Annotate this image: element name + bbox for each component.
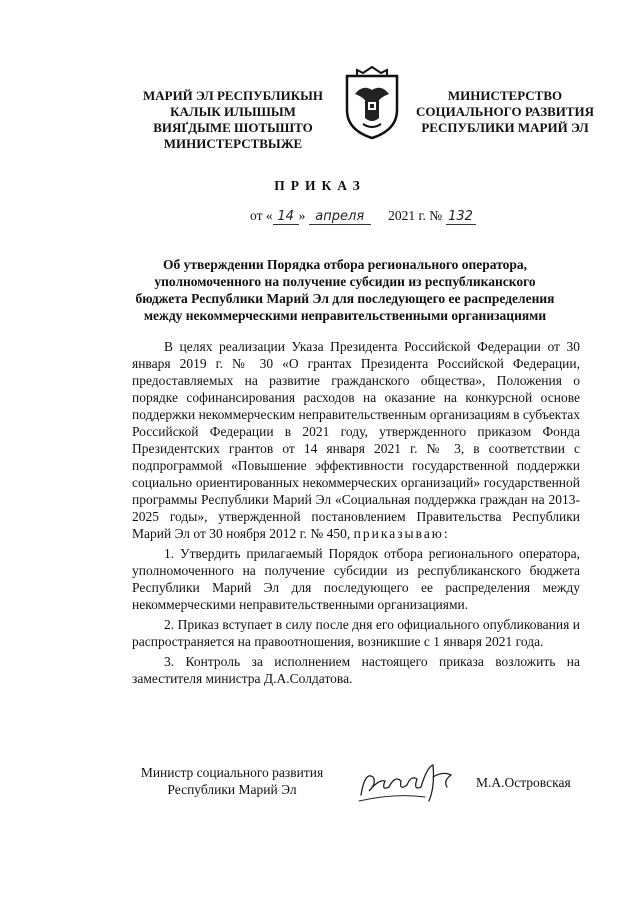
header-left-block: [118, 88, 348, 152]
date-year: 2021 г. №: [388, 208, 443, 223]
header-left-line: КАЛЫК ИЛЫШЫМ: [170, 104, 296, 119]
header-right-line: СОЦИАЛЬНОГО РАЗВИТИЯ: [415, 104, 595, 119]
header-right-line: РЕСПУБЛИКИ МАРИЙ ЭЛ: [421, 120, 589, 135]
date-prefix: от «: [250, 208, 273, 223]
header-left-line: МИНИСТЕРСТВЫЖЕ: [163, 136, 303, 151]
header-right-line: МИНИСТЕРСТВО: [447, 88, 563, 103]
signatory-name: М.А.Островская: [476, 775, 571, 790]
order-item: 1. Утвердить прилагаемый Порядок отбора регионального оператора, уполномоченного на получение субсидии из республиканского бюджета Республики Марий Эл для последующего ее распределения между некоммерческими неправительственными организациями.: [132, 546, 580, 612]
handwritten-signature-icon: [355, 757, 465, 807]
intro-text: В целях реализации Указа Президента Российской Федерации от 30 января 2019 г. № 30 «О грантах Президента Российской Федерации, предоставляемых на развитие гражданского общества», Положения о порядке софинансирования расходов на оказание на конкурсной основе поддержки некоммерческим неправительственным организациям в субъектах Российской Федерации в 2021 году, утвержденного приказом Фонда Президентских грантов от 14 января 2021 г. № 3, в соответствии с подпрограммой «Повышение эффективности государственной поддержки социально ориентированных некоммерческих организаций» государственной программы Республики Марий Эл «Социальная поддержка граждан на 2013-2025 годы», утвержденной постановлением Правительства Республики Марий Эл от 30 ноября 2012 г. № 450,: [132, 339, 580, 541]
date-month: апреля: [309, 209, 371, 225]
order-item: 2. Приказ вступает в силу после дня его официального опубликования и распространяется на правоотношения, возникшие с 1 января 2021 года.: [132, 617, 580, 649]
header-left-line: МАРИЙ ЭЛ РЕСПУБЛИКЫН: [142, 88, 324, 103]
document-body: [132, 338, 580, 690]
document-type-heading: ПРИКАЗ: [274, 178, 366, 193]
order-word: приказываю:: [353, 526, 450, 541]
header-right-block: [400, 88, 610, 136]
header-left-line: ВИЯҐДЫМЕ ШОТЫШТО: [153, 120, 313, 135]
title-line: между некоммерческими неправительственными организациями: [143, 308, 547, 323]
signatory-position-line: Министр социального развития: [140, 765, 324, 780]
date-day: 14: [273, 209, 299, 225]
document-title: [120, 256, 570, 324]
signatory-position: [132, 764, 332, 798]
signatory-position-line: Республики Марий Эл: [167, 782, 297, 797]
title-line: уполномоченного на получение субсидии из республиканского: [154, 274, 536, 289]
date-mid: »: [298, 208, 306, 223]
document-number: 132: [446, 209, 476, 225]
title-line: бюджета Республики Марий Эл для последующего ее распределения: [135, 291, 555, 306]
coat-of-arms-icon: [343, 66, 401, 140]
date-line: [250, 208, 476, 225]
title-line: Об утверждении Порядка отбора регионального оператора,: [162, 257, 528, 272]
order-item: 3. Контроль за исполнением настоящего приказа возложить на заместителя министра Д.А.Солдатова.: [132, 654, 580, 686]
intro-paragraph: [132, 338, 580, 542]
